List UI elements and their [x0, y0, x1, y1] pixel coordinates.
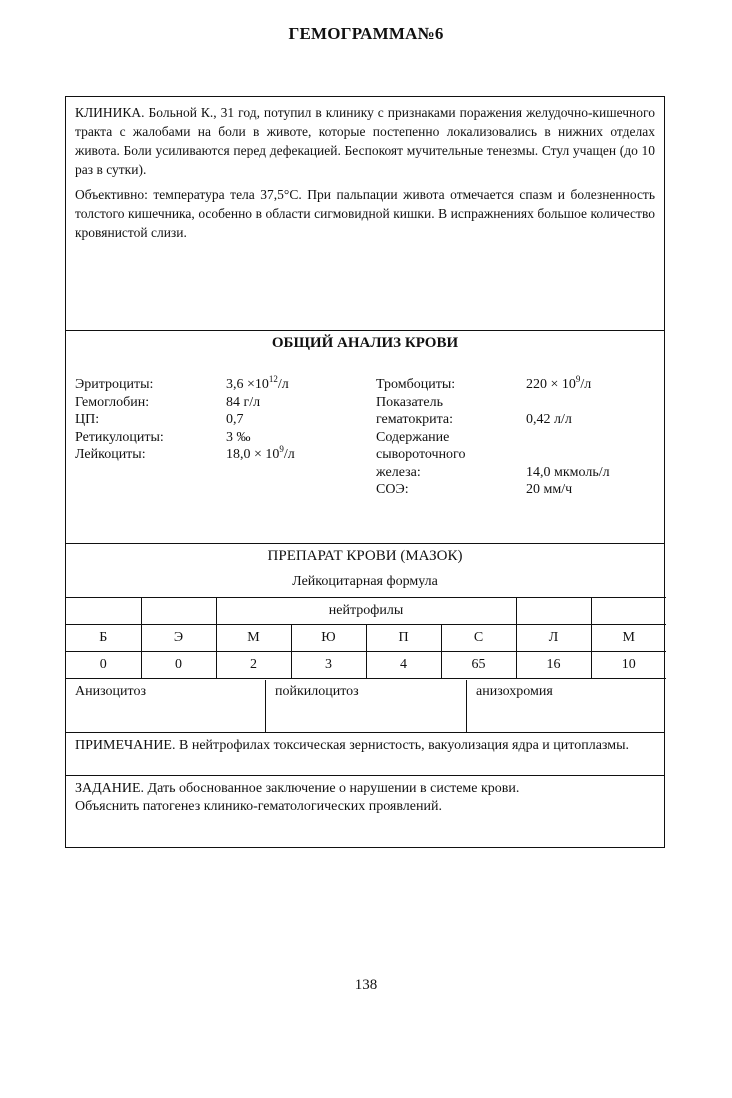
page-title: ГЕМОГРАММА№6 — [288, 24, 444, 43]
platelets-value-unit: /л — [580, 377, 592, 392]
leukocyte-formula-table — [66, 597, 666, 679]
divider — [66, 775, 664, 776]
erythrocytes-value-exponent: 12 — [268, 374, 278, 384]
column-basophils: Б — [66, 625, 141, 652]
blood-values-left — [226, 376, 295, 464]
erythrocytes-value-unit: /л — [277, 377, 289, 392]
reticulocytes-label: Ретикулоциты: — [75, 429, 164, 445]
hematocrit-label-line2: гематокрита: — [376, 412, 454, 427]
value-monocytes: 10 — [591, 652, 666, 679]
column-segmented: С — [441, 625, 516, 652]
clinic-paragraph: КЛИНИКА. Больной К., 31 год, потупил в клинику с признаками поражения желудочно-кишечного тракта с жалобами на боли в животе, которые постепенно локализовались в нижних отделах живота. Боли усиливаются перед дефекацией. Беспокоят мучительные тенезмы. Стул учащен (до 10 раз в сутки). — [75, 105, 655, 177]
anisochromia-cell: анизохромия — [466, 680, 666, 732]
header-cell-empty — [141, 598, 216, 625]
table-row-columns — [66, 625, 666, 652]
table-row-values — [66, 652, 666, 679]
value-segmented: 65 — [441, 652, 516, 679]
header-cell-empty — [516, 598, 591, 625]
platelets-label: Тромбоциты: — [376, 377, 456, 392]
task-line-2: Объяснить патогенез клинико-гематологических проявлений. — [75, 799, 442, 814]
divider — [66, 732, 664, 733]
value-myelocytes: 2 — [216, 652, 291, 679]
serum-iron-label-line2: сывороточного — [376, 447, 466, 462]
divider — [66, 330, 664, 331]
hemoglobin-label: Гемоглобин: — [75, 394, 150, 410]
morphology-row — [66, 680, 664, 732]
reticulocytes-value: 3 ‰ — [226, 429, 251, 445]
platelets-value — [526, 376, 610, 394]
value-eosinophils: 0 — [141, 652, 216, 679]
leukocytes-value — [226, 446, 295, 464]
blood-values-right — [526, 376, 610, 499]
note-text: ПРИМЕЧАНИЕ. В нейтрофилах токсическая зернистость, вакуолизация ядра и цитоплазмы. — [75, 738, 630, 753]
task-section — [66, 780, 664, 816]
esr-label: СОЭ: — [376, 482, 409, 497]
blood-labels-right — [376, 376, 465, 499]
header-cell-empty — [591, 598, 666, 625]
leukocytes-value-base: 18,0 × 10 — [226, 447, 280, 462]
esr-value: 20 мм/ч — [526, 482, 573, 497]
value-metamyelocytes: 3 — [291, 652, 366, 679]
erythrocytes-value — [226, 376, 295, 394]
leukocytes-label: Лейкоциты: — [75, 447, 146, 462]
spacer — [526, 429, 610, 447]
spacer — [526, 394, 610, 412]
neutrophils-header: нейтрофилы — [216, 598, 516, 625]
column-myelocytes: М — [216, 625, 291, 652]
hemogram-card — [65, 96, 665, 848]
blood-labels-left — [75, 376, 215, 464]
anisocytosis-cell: Анизоцитоз — [75, 684, 146, 699]
serum-iron-label-line3: железа: — [376, 464, 421, 480]
erythrocytes-label: Эритроциты: — [75, 377, 154, 392]
column-band: П — [366, 625, 441, 652]
poikilocytosis-cell: пойкилоцитоз — [265, 680, 466, 732]
column-eosinophils: Э — [141, 625, 216, 652]
clinic-section — [66, 97, 664, 248]
leukocytes-value-exponent: 9 — [279, 444, 284, 454]
platelets-value-exponent: 9 — [575, 374, 581, 384]
hemoglobin-value: 84 г/л — [226, 394, 261, 410]
task-line-1: ЗАДАНИЕ. Дать обоснованное заключение о нарушении в системе крови. — [75, 781, 520, 796]
column-monocytes: М — [591, 625, 666, 652]
serum-iron-value: 14,0 мкмоль/л — [526, 464, 610, 480]
table-header-row — [66, 598, 666, 625]
leukocytes-value-unit: /л — [283, 447, 295, 462]
page-number: 138 — [354, 977, 378, 993]
spacer — [526, 446, 610, 464]
column-lymphocytes: Л — [516, 625, 591, 652]
value-lymphocytes: 16 — [516, 652, 591, 679]
value-band: 4 — [366, 652, 441, 679]
serum-iron-label-line1: Содержание — [376, 429, 450, 445]
column-metamyelocytes: Ю — [291, 625, 366, 652]
objective-paragraph: Объективно: температура тела 37,5°С. При пальпации живота отмечается спазм и болезненность толстого кишечника, особенно в области сигмовидной кишки. В испражнениях большое количество кровянистой слизи. — [75, 187, 655, 240]
value-basophils: 0 — [66, 652, 141, 679]
hematocrit-label-line1: Показатель — [376, 394, 443, 410]
hematocrit-value: 0,42 л/л — [526, 412, 572, 427]
divider — [66, 543, 664, 544]
header-cell-empty — [66, 598, 141, 625]
smear-title: ПРЕПАРАТ КРОВИ (МАЗОК) — [267, 548, 463, 564]
color-index-label: ЦП: — [75, 412, 100, 427]
color-index-value: 0,7 — [226, 412, 244, 427]
platelets-value-base: 220 × 10 — [526, 377, 576, 392]
blood-analysis-title: ОБЩИЙ АНАЛИЗ КРОВИ — [271, 335, 459, 351]
formula-title: Лейкоцитарная формула — [292, 574, 438, 589]
erythrocytes-value-base: 3,6 ×10 — [226, 377, 269, 392]
